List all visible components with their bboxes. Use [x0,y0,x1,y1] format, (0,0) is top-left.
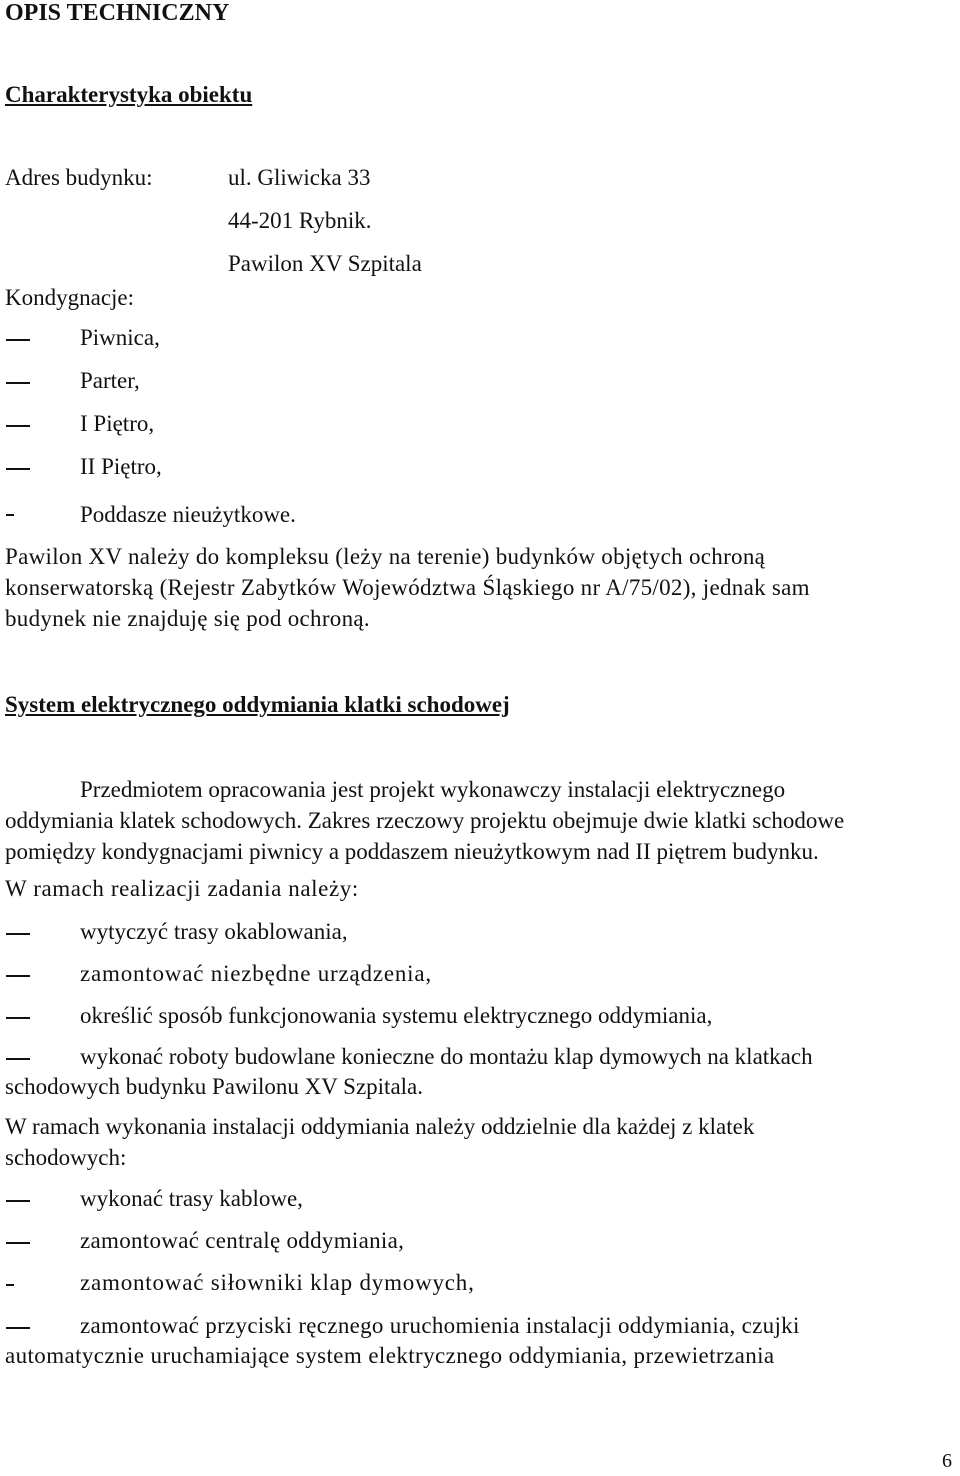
section-heading-smoke-system: System elektrycznego oddymiania klatki schodowej [5,692,510,717]
address-line: 44-201 Rybnik. [228,208,372,233]
paragraph-line: oddymiania klatek schodowych. Zakres rzeczowy projektu obejmuje dwie klatki schodowe [5,808,845,833]
list-dash [6,1242,30,1244]
floor-item: Piwnica, [80,325,160,350]
paragraph-line: schodowych: [5,1145,127,1170]
paragraph-line: Przedmiotem opracowania jest projekt wykonawczy instalacji elektrycznego [80,777,786,802]
paragraph-line: Pawilon XV należy do kompleksu (leży na terenie) budynków objętych ochroną [5,544,766,569]
install-item: zamontować centralę oddymiania, [80,1228,405,1253]
paragraph-line: budynek nie znajduję się pod ochroną. [5,606,370,631]
floor-item: Parter, [80,368,140,393]
list-dash [6,1327,30,1329]
list-dash [6,339,30,341]
list-dash [6,1017,30,1019]
paragraph-line: konserwatorską (Rejestr Zabytków Województwa Śląskiego nr A/75/02), jednak sam [5,575,810,600]
address-label: Adres budynku: [5,165,153,190]
list-dash [6,1200,30,1202]
list-dash [6,382,30,384]
paragraph-line: W ramach wykonania instalacji oddymiania należy oddzielnie dla każdej z klatek [5,1114,755,1139]
task-continuation: schodowych budynku Pawilonu XV Szpitala. [5,1074,424,1099]
list-dash [6,1058,30,1060]
address-line: ul. Gliwicka 33 [228,165,371,190]
page-number: 6 [942,1450,952,1472]
list-dash [6,1284,14,1286]
task-item: określić sposób funkcjonowania systemu elektrycznego oddymiania, [80,1003,713,1028]
install-item: zamontować siłowniki klap dymowych, [80,1270,475,1295]
list-dash [6,468,30,470]
list-dash [6,514,14,516]
paragraph-line: pomiędzy kondygnacjami piwnicy a poddaszem nieużytkowym nad II piętrem budynku. [5,839,819,864]
task-item: wytyczyć trasy okablowania, [80,919,348,944]
list-dash [6,975,30,977]
task-item: wykonać roboty budowlane konieczne do montażu klap dymowych na klatkach [80,1044,813,1069]
floor-item: I Piętro, [80,411,155,436]
floor-item: II Piętro, [80,454,162,479]
install-item: wykonać trasy kablowe, [80,1186,303,1211]
list-dash [6,425,30,427]
install-item: zamontować przyciski ręcznego uruchomienia instalacji oddymiania, czujki [80,1313,800,1338]
address-line: Pawilon XV Szpitala [228,251,422,276]
section-heading-characteristics: Charakterystyka obiektu [5,82,253,107]
tasks-intro: W ramach realizacji zadania należy: [5,876,359,901]
install-continuation: automatycznie uruchamiające system elektrycznego oddymiania, przewietrzania [5,1343,775,1368]
task-item: zamontować niezbędne urządzenia, [80,961,432,986]
page-title: OPIS TECHNICZNY [5,0,230,26]
floors-label: Kondygnacje: [5,285,135,310]
floor-item: Poddasze nieużytkowe. [80,502,296,527]
list-dash [6,933,30,935]
